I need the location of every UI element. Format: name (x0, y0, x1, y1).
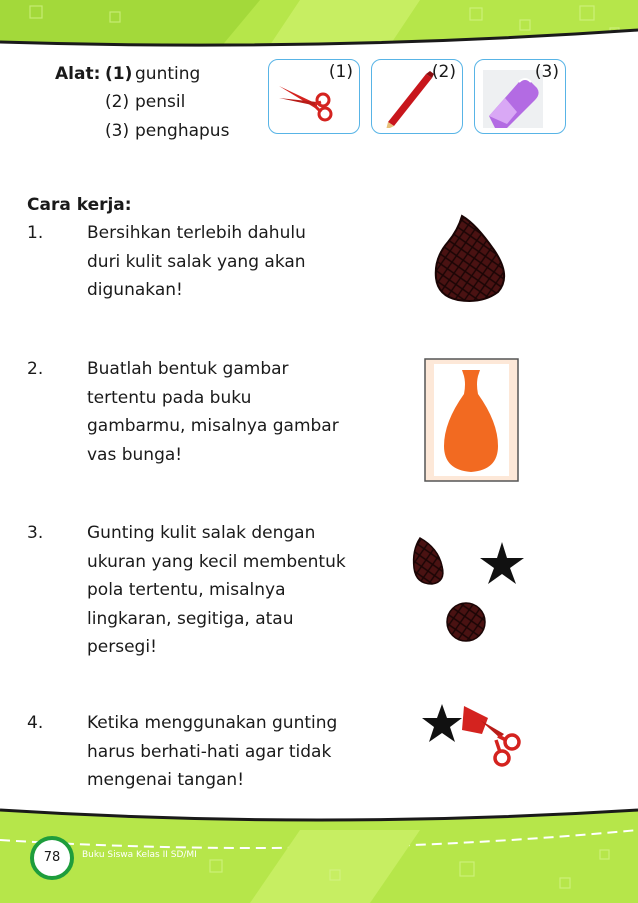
step-3-line-2: ukuran yang kecil membentuk (87, 551, 346, 572)
cutting-with-scissors-illustration (420, 690, 530, 772)
step-2-line-2: tertentu pada buku (87, 387, 252, 408)
step-2-text (87, 355, 339, 469)
step-2-line-4: vas bunga! (87, 444, 183, 465)
step-4-number: 4. (27, 713, 44, 733)
tool-box-eraser (474, 59, 566, 134)
alat-item-1-num: (1) (105, 64, 133, 84)
tool-box-1-number: (1) (328, 62, 353, 82)
tool-box-2-number: (2) (431, 62, 456, 82)
vase-drawing-illustration (424, 358, 519, 482)
step-2-line-1: Buatlah bentuk gambar (87, 359, 289, 379)
step-3-line-1: Gunting kulit salak dengan (87, 523, 316, 543)
step-1-text (87, 219, 306, 305)
step-1-line-1: Bersihkan terlebih dahulu (87, 223, 306, 243)
cara-kerja-title: Cara kerja: (27, 195, 132, 215)
alat-label: Alat: (55, 64, 101, 84)
step-3-line-3: pola tertentu, misalnya (87, 580, 286, 600)
step-4-line-1: Ketika menggunakan gunting (87, 713, 338, 733)
alat-item-2-name: pensil (135, 92, 186, 112)
alat-item-3-name: penghapus (135, 121, 230, 141)
step-2-line-3: gambarmu, misalnya gambar (87, 416, 339, 436)
step-1-line-3: digunakan! (87, 280, 183, 300)
salak-skin-illustration (432, 214, 510, 304)
step-4-line-2: harus berhati-hati agar tidak (87, 741, 332, 762)
tool-box-3-number: (3) (534, 62, 559, 82)
step-4-line-3: mengenai tangan! (87, 770, 245, 790)
page-number: 78 (30, 836, 74, 880)
step-3-line-5: persegi! (87, 637, 157, 657)
alat-item-2-num: (2) (105, 92, 130, 112)
step-3-text (87, 519, 346, 662)
tool-box-pencil (371, 59, 463, 134)
step-4-text (87, 709, 337, 795)
step-1-line-2: duri kulit salak yang akan (87, 251, 306, 272)
tool-box-scissors (268, 59, 360, 134)
step-2-number: 2. (27, 359, 44, 379)
top-decorative-band (0, 0, 638, 60)
step-1-number: 1. (27, 223, 44, 243)
step-3-line-4: lingkaran, segitiga, atau (87, 608, 294, 629)
step-3-number: 3. (27, 523, 44, 543)
alat-item-1-name: gunting (135, 64, 201, 84)
cut-shapes-illustration (410, 534, 530, 646)
book-title: Buku Siswa Kelas II SD/MI (82, 850, 197, 860)
alat-item-3-num: (3) (105, 121, 130, 141)
